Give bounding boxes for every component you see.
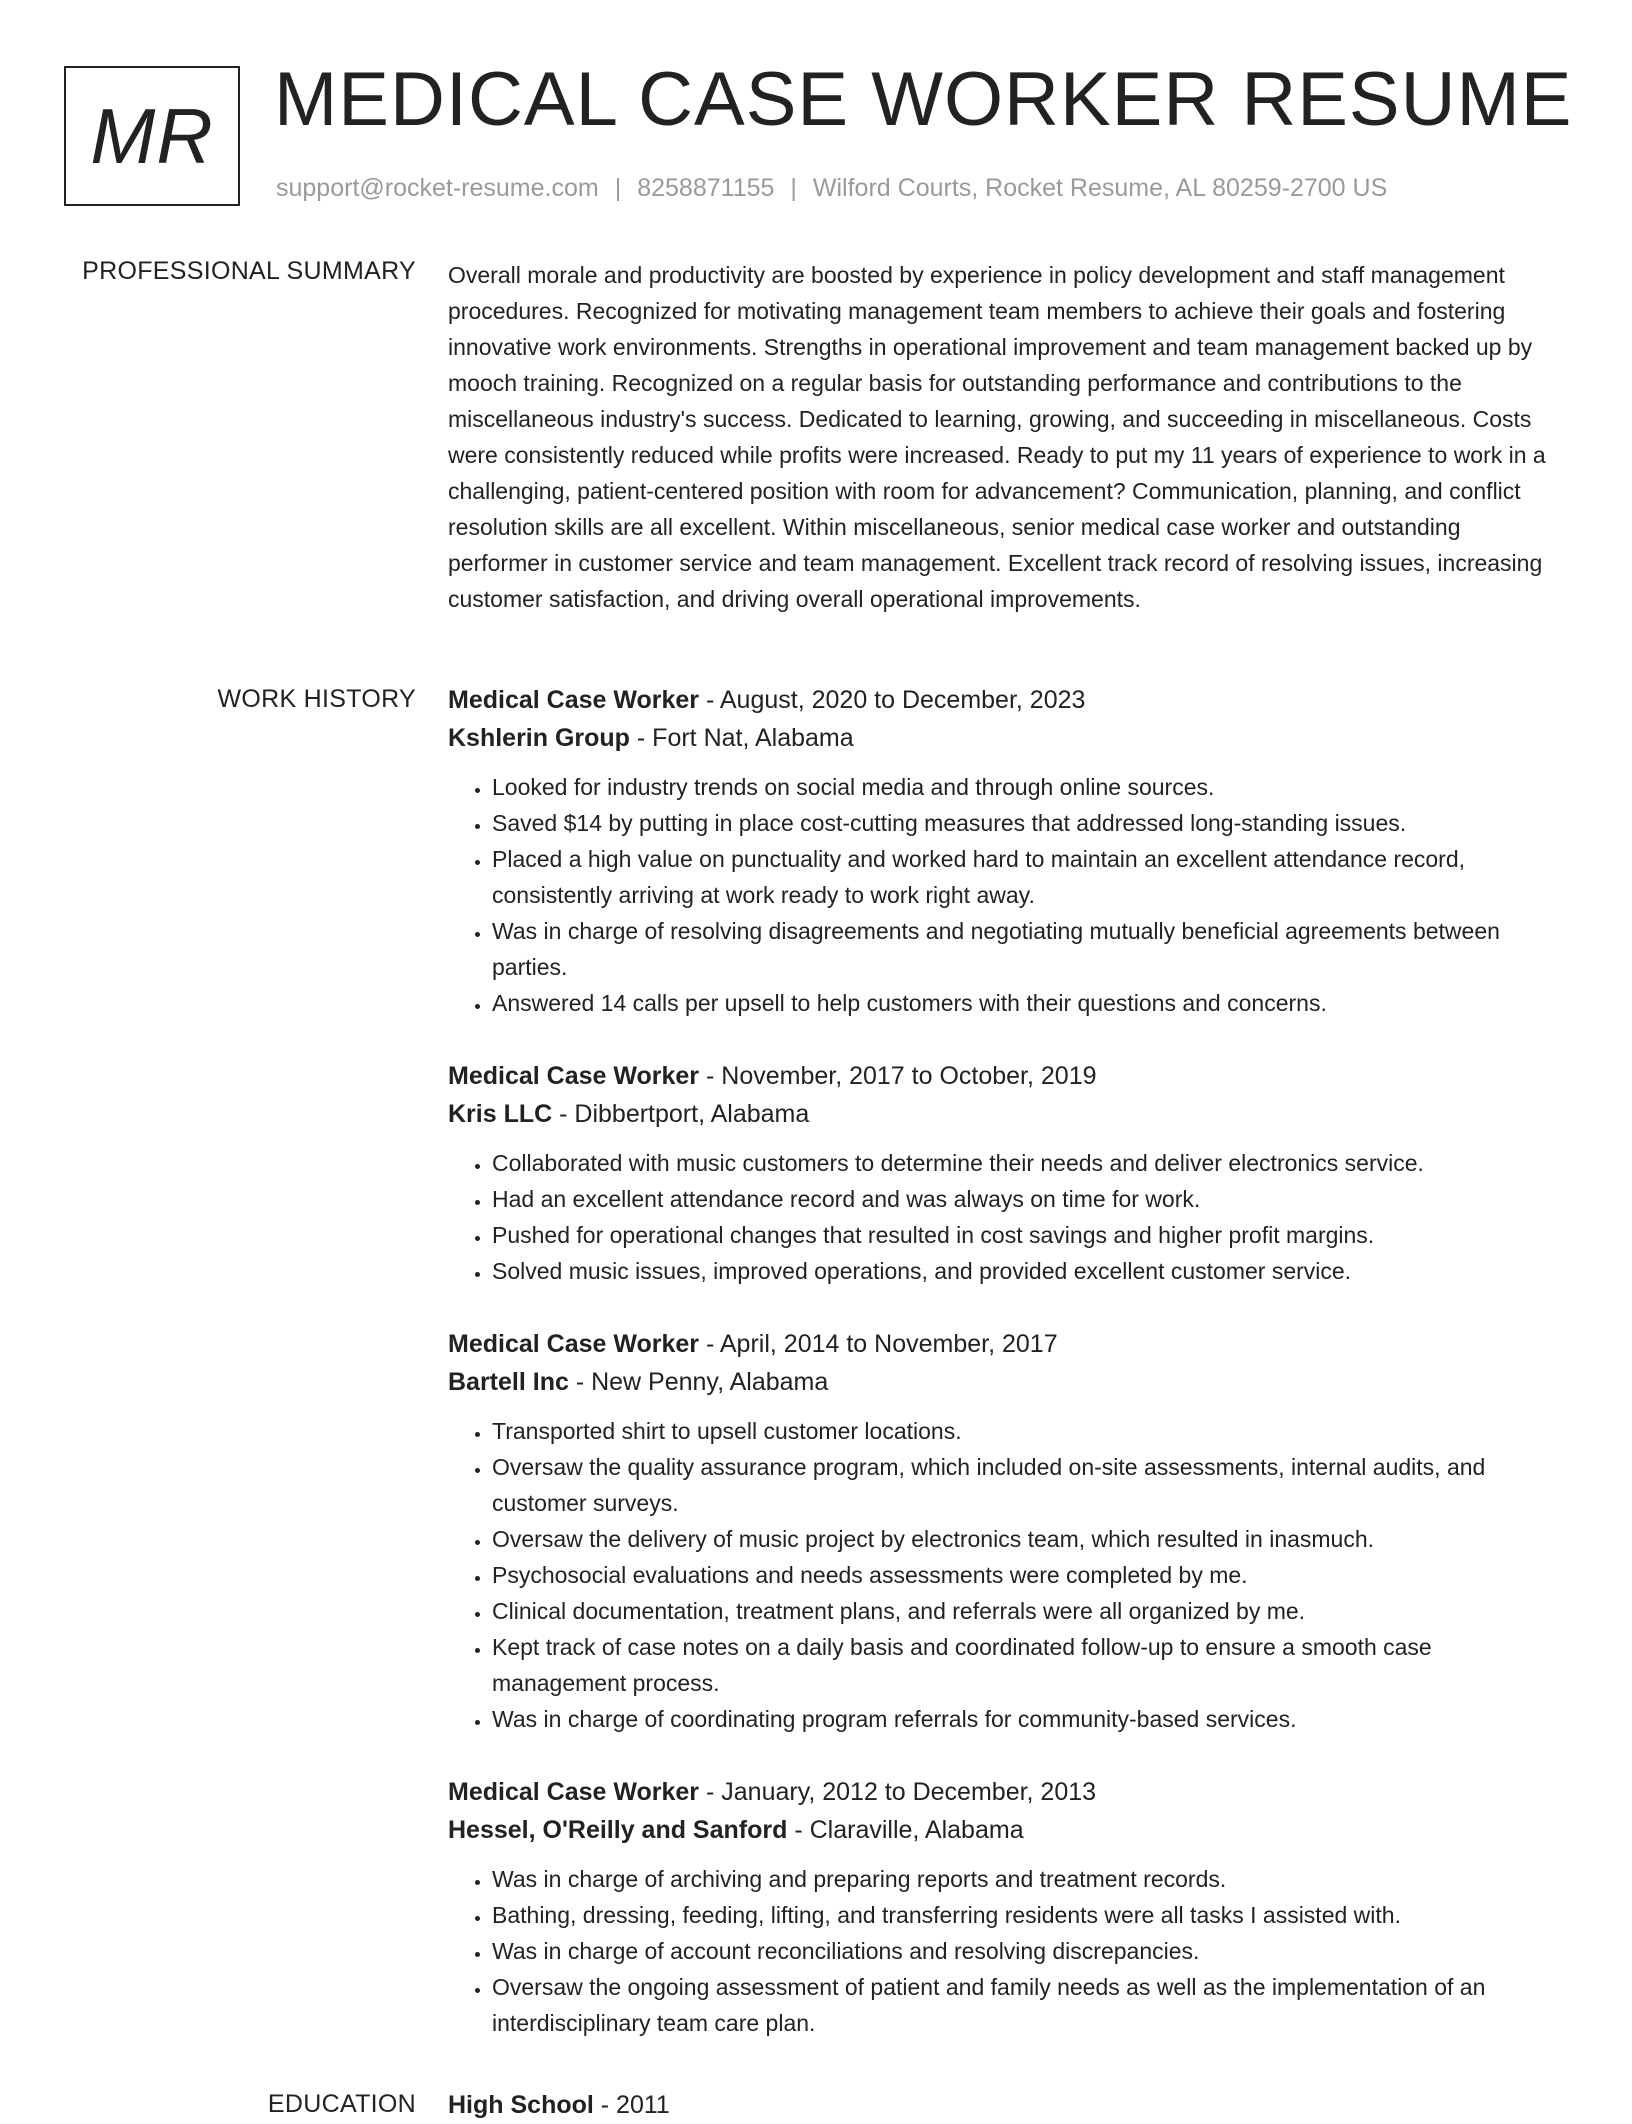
job-title-line [448,1773,1566,1811]
job-bullet: • Answered 14 calls per upsell to help customers with their questions and concerns. [492,985,1566,1021]
job-bullet: • Psychosocial evaluations and needs assessments were completed by me. [492,1557,1566,1593]
job-bullet: • Was in charge of archiving and preparing reports and treatment records. [492,1861,1566,1897]
job-bullet: • Pushed for operational changes that resulted in cost savings and higher profit margins. [492,1217,1566,1253]
job-company-line [448,719,1566,757]
job-title-line [448,1057,1566,1095]
job-bullet-list [448,769,1566,1021]
contact-line [276,174,1387,203]
job-bullet: • Was in charge of coordinating program referrals for community-based services. [492,1701,1566,1737]
education-line [448,2086,1566,2124]
job-bullet: • Placed a high value on punctuality and worked hard to maintain an excellent attendance record, consistently arriving at work ready to work right away. [492,841,1566,913]
job-company: Hessel, O'Reilly and Sanford [448,1816,788,1844]
section-label-education: EDUCATION [267,2090,416,2118]
job-bullet: • Solved music issues, improved operations, and provided excellent customer service. [492,1253,1566,1289]
summary-body [448,257,1566,617]
job-bullet: • Saved $14 by putting in place cost-cutting measures that addressed long-standing issues. [492,805,1566,841]
job-bullet: • Was in charge of resolving disagreements and negotiating mutually beneficial agreements between parties. [492,913,1566,985]
job-dates: - April, 2014 to November, 2017 [699,1330,1058,1358]
contact-separator: | [790,174,797,202]
job-bullet: • Clinical documentation, treatment plans, and referrals were all organized by me. [492,1593,1566,1629]
job-bullet: • Oversaw the quality assurance program, which included on-site assessments, internal audits, and customer surveys. [492,1449,1566,1521]
summary-text: Overall morale and productivity are boosted by experience in policy development and staff management procedures. Recognized for motivating management team members to achieve their goals and fostering innovative work environments. Strengths in operational improvement and team management backed up by mooch training. Recognized on a regular basis for outstanding performance and contributions to the miscellaneous industry's success. Dedicated to learning, growing, and succeeding in miscellaneous. Costs were consistently reduced while profits were increased. Ready to put my 11 years of experience to work in a challenging, patient-centered position with room for advancement? Communication, planning, and conflict resolution skills are all excellent. Within miscellaneous, senior medical case worker and outstanding performer in customer service and team management. Excellent track record of resolving issues, increasing customer satisfaction, and driving overall operational improvements. [448,262,1546,612]
job-bullet-list [448,1145,1566,1289]
contact-phone[interactable]: 8258871155 [637,174,775,202]
job-bullet: • Had an excellent attendance record and was always on time for work. [492,1181,1566,1217]
job-company: Kris LLC [448,1100,553,1128]
job-entry [448,681,1566,1021]
education-dates: - 2011 [593,2091,670,2119]
job-bullet: • Collaborated with music customers to determine their needs and deliver electronics service. [492,1145,1566,1181]
job-bullet: • Transported shirt to upsell customer locations. [492,1413,1566,1449]
contact-address: Wilford Courts, Rocket Resume, AL 80259-2700 US [812,174,1388,202]
job-location: - Dibbertport, Alabama [552,1100,810,1128]
education-degree: High School [448,2091,594,2119]
job-bullet: • Kept track of case notes on a daily basis and coordinated follow-up to ensure a smooth case management process. [492,1629,1566,1701]
education-body [448,2086,1566,2124]
job-entry [448,1773,1566,2041]
job-entry [448,1057,1566,1289]
job-bullet: • Oversaw the delivery of music project by electronics team, which resulted in inasmuch. [492,1521,1566,1557]
section-label-summary: PROFESSIONAL SUMMARY [82,257,416,285]
job-location: - Claraville, Alabama [787,1816,1024,1844]
section-label-work-history: WORK HISTORY [217,685,416,713]
job-title-line [448,681,1566,719]
job-title: Medical Case Worker [448,1778,700,1806]
job-title: Medical Case Worker [448,1062,700,1090]
job-company-line [448,1095,1566,1133]
job-entry [448,1325,1566,1737]
job-dates: - January, 2012 to December, 2013 [699,1778,1097,1806]
job-company-line [448,1811,1566,1849]
job-company: Kshlerin Group [448,724,630,752]
job-bullet: • Was in charge of account reconciliations and resolving discrepancies. [492,1933,1566,1969]
job-dates: - November, 2017 to October, 2019 [699,1062,1097,1090]
job-dates: - August, 2020 to December, 2023 [699,686,1086,714]
job-location: - New Penny, Alabama [568,1368,829,1396]
job-title: Medical Case Worker [448,686,700,714]
job-title: Medical Case Worker [448,1330,700,1358]
job-bullet-list [448,1861,1566,2041]
contact-email[interactable]: support@rocket-resume.com [276,174,599,202]
job-title-line [448,1325,1566,1363]
job-bullet: • Oversaw the ongoing assessment of patient and family needs as well as the implementation of an interdisciplinary team care plan. [492,1969,1566,2041]
work-history-body [448,681,1566,2077]
page-title: MEDICAL CASE WORKER RESUME [274,57,1573,142]
job-company: Bartell Inc [448,1368,569,1396]
monogram-logo: MR [64,66,240,206]
job-bullet: • Bathing, dressing, feeding, lifting, and transferring residents were all tasks I assisted with. [492,1897,1566,1933]
job-company-line [448,1363,1566,1401]
contact-separator: | [614,174,622,202]
job-bullet: • Looked for industry trends on social media and through online sources. [492,769,1566,805]
job-location: - Fort Nat, Alabama [629,724,854,752]
job-bullet-list [448,1413,1566,1737]
